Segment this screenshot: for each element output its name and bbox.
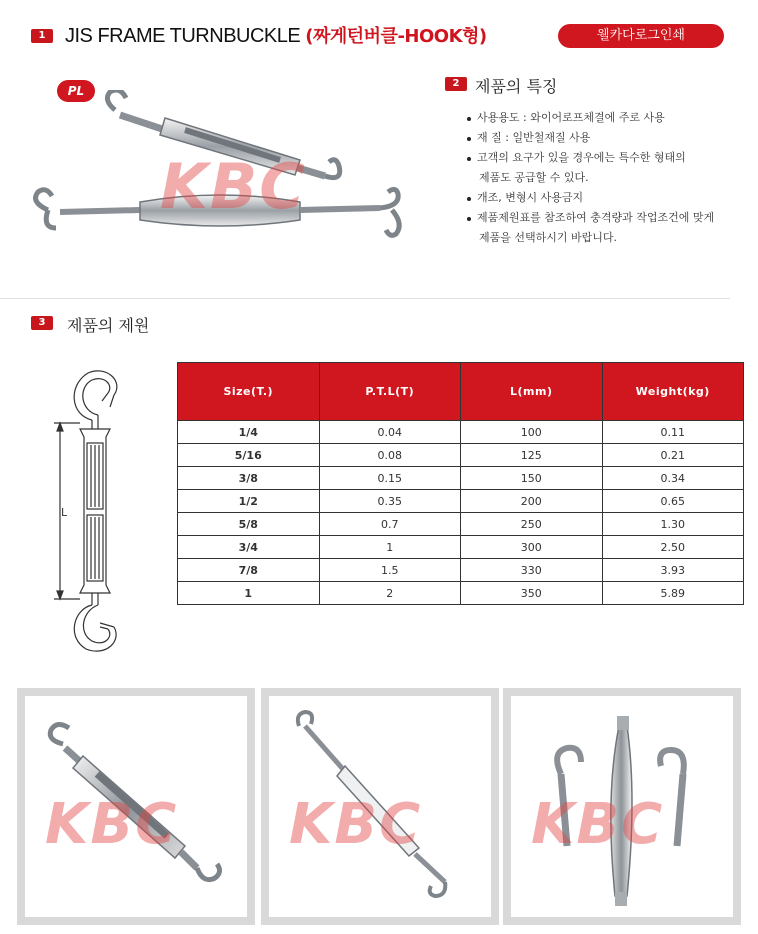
cell-length: 200	[461, 490, 603, 513]
cell-length: 350	[461, 582, 603, 605]
cell-size: 7/8	[178, 559, 320, 582]
catalog-print-button[interactable]: 웰카다로그인쇄	[558, 24, 724, 48]
cell-length: 125	[461, 444, 603, 467]
cell-weight: 0.65	[602, 490, 744, 513]
title-korean: (짜게턴버클-HOOK형)	[305, 26, 487, 47]
table-row	[178, 582, 744, 605]
cell-size: 5/8	[178, 513, 320, 536]
cell-size: 1/2	[178, 490, 320, 513]
cell-length: 330	[461, 559, 603, 582]
specs-title: 제품의 제원	[67, 316, 150, 335]
diagram-length-label: L	[61, 506, 68, 519]
cell-length: 150	[461, 467, 603, 490]
features-title: 제품의 특징	[475, 77, 558, 96]
table-row	[178, 559, 744, 582]
section-2-badge: 2	[445, 77, 467, 91]
col-ptl: P.T.L(T)	[319, 363, 461, 421]
cell-weight: 3.93	[602, 559, 744, 582]
cell-size: 5/16	[178, 444, 320, 467]
cell-size: 3/4	[178, 536, 320, 559]
spec-table	[177, 362, 744, 605]
table-row	[178, 490, 744, 513]
feature-item: 제품제원표를 참조하여 충격량과 작업조건에 맞게	[465, 208, 755, 228]
turnbuckle-diagram	[40, 365, 150, 660]
section-3-badge: 3	[31, 316, 53, 330]
cell-weight: 0.21	[602, 444, 744, 467]
title-english: JIS FRAME TURNBUCKLE	[65, 25, 306, 47]
feature-item: 개조, 변형시 사용금지	[465, 188, 755, 208]
cell-weight: 1.30	[602, 513, 744, 536]
photo-frame-3	[503, 688, 741, 925]
cell-ptl: 1.5	[319, 559, 461, 582]
feature-item-continuation: 제품을 선택하시기 바랍니다.	[479, 231, 618, 244]
photo-watermark: KBC	[289, 792, 423, 857]
cell-ptl: 0.04	[319, 421, 461, 444]
cell-size: 3/8	[178, 467, 320, 490]
cell-length: 100	[461, 421, 603, 444]
cell-weight: 0.11	[602, 421, 744, 444]
pl-badge: PL	[57, 80, 95, 102]
cell-weight: 5.89	[602, 582, 744, 605]
cell-ptl: 0.08	[319, 444, 461, 467]
cell-ptl: 0.35	[319, 490, 461, 513]
cell-length: 250	[461, 513, 603, 536]
col-size: Size(T.)	[178, 363, 320, 421]
cell-ptl: 0.7	[319, 513, 461, 536]
photo-watermark: KBC	[531, 792, 665, 857]
cell-weight: 2.50	[602, 536, 744, 559]
feature-item: 사용용도 : 와이어로프체결에 주로 사용	[465, 108, 755, 128]
section-divider	[0, 298, 730, 299]
page-title	[65, 22, 487, 48]
table-row	[178, 467, 744, 490]
photo-frame-1	[17, 688, 255, 925]
photo-watermark: KBC	[45, 792, 179, 857]
col-length: L(mm)	[461, 363, 603, 421]
cell-ptl: 0.15	[319, 467, 461, 490]
photo-frame-2	[261, 688, 499, 925]
table-row	[178, 513, 744, 536]
table-row	[178, 421, 744, 444]
table-row	[178, 444, 744, 467]
cell-weight: 0.34	[602, 467, 744, 490]
table-row	[178, 536, 744, 559]
features-list	[465, 108, 755, 248]
cell-size: 1/4	[178, 421, 320, 444]
feature-item: 재 질 : 일반철재질 사용	[465, 128, 755, 148]
cell-ptl: 2	[319, 582, 461, 605]
cell-length: 300	[461, 536, 603, 559]
col-weight: Weight(kg)	[602, 363, 744, 421]
cell-size: 1	[178, 582, 320, 605]
cell-ptl: 1	[319, 536, 461, 559]
feature-item: 고객의 요구가 있을 경우에는 특수한 형태의	[465, 148, 755, 168]
spec-table-header	[178, 363, 744, 421]
feature-item-continuation: 제품도 공급할 수 있다.	[479, 171, 589, 184]
section-1-badge: 1	[31, 29, 53, 43]
hero-watermark: KBC	[160, 150, 307, 223]
